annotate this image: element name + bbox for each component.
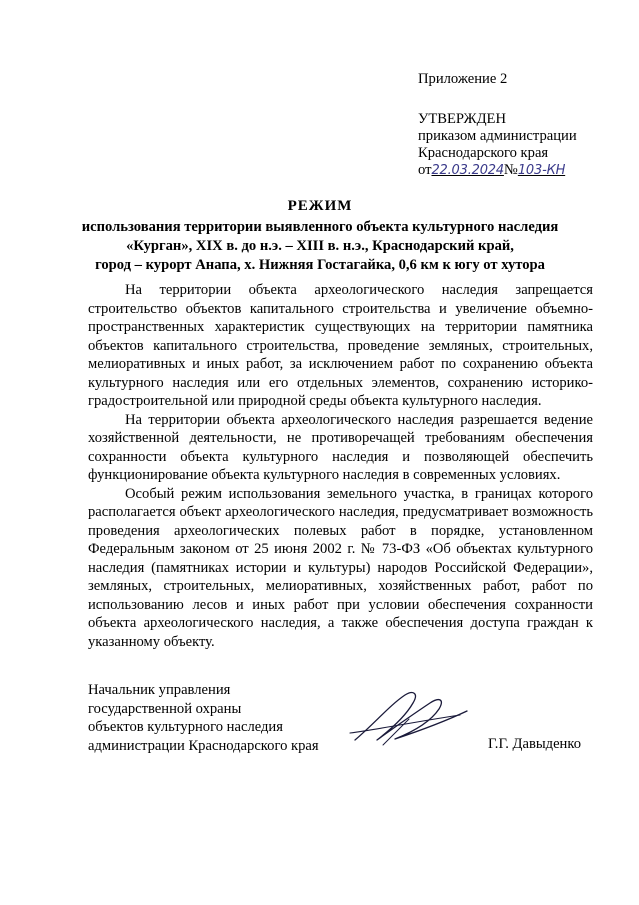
approved-label: УТВЕРЖДЕН [418,111,506,127]
signatory-line-2: государственной охраны [88,700,242,717]
signatory-position [88,681,319,755]
order-prefix: от [418,162,432,178]
signatory-name: Г.Г. Давыденко [488,736,582,752]
signatory-line-1: Начальник управления [88,682,231,698]
approval-block [418,70,628,179]
approval-stamp [418,111,628,179]
heading-line-2: «Курган», XIX в. до н.э. – XIII в. н.э., Краснодарский край, [126,238,514,254]
order-number-prefix: № [503,162,518,178]
document-title: РЕЖИМ [287,198,353,214]
order-date: 22.03.2024 [431,163,504,178]
handwritten-signature [335,685,475,755]
heading-line-3: город – курорт Анапа, х. Нижняя Гостагайка, 0,6 км к югу от хутора [95,257,545,273]
approved-by-line-1: приказом администрации [418,128,577,144]
appendix-label: Приложение 2 [418,71,508,87]
body-paragraph-1: На территории объекта археологического наследия запрещается строительство объектов капитального строительства и увеличение объемно-пространственных характеристик существующих на территории памятника объектов капитального строительства, проведение земляных, строительных, мелиоративных и иных работ, за исключением работ по сохранению объекта культурного наследия или его отдельных элементов, сохранению историко-градостроительной или природной среды объекта культурного наследия. [88,282,593,409]
signatory-line-4: администрации Краснодарского края [88,737,319,754]
document-body [88,281,593,651]
body-paragraph-3: Особый режим использования земельного участка, в границах которого располагается объект археологического наследия, предусматривает возможность проведения археологических полевых работ в порядке, установленном Федеральным законом от 25 июня 2002 г. № 73-ФЗ «Об объектах культурного наследия (памятниках истории и культуры) народов Российской Федерации», земляных, строительных, мелиоративных, хозяйственных работ, работ по использованию лесов и иных работ при условии обеспечения сохранности объекта археологического наследия, а также обеспечения доступа граждан к указанному объекту. [88,485,593,650]
body-paragraph-2: На территории объекта археологического наследия разрешается ведение хозяйственной деятельности, не противоречащей требованиям обеспечения сохранности объекта культурного наследия и позволяющей обеспечить функционирование объекта культурного наследия в современных условиях. [88,411,593,483]
signatory-line-3: объектов культурного наследия [88,719,283,735]
order-number: 103-КН [517,163,566,178]
order-line [418,162,628,179]
approved-by-line-2: Краснодарского края [418,145,549,161]
heading-line-1: использования территории выявленного объекта культурного наследия [81,219,559,235]
document-heading [60,197,580,275]
